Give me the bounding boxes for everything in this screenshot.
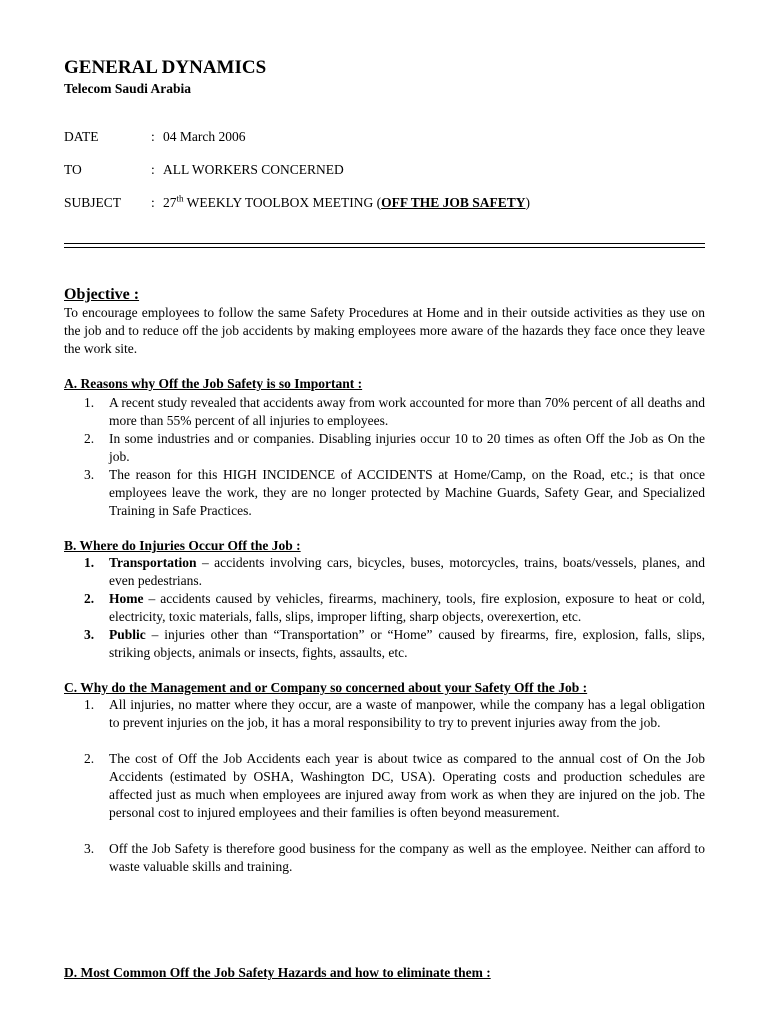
list-desc: – accidents involving cars, bicycles, buses, motorcycles, trains, boats/vessels, planes, and even pedestrians. bbox=[109, 555, 705, 588]
divider-top bbox=[64, 243, 705, 244]
list-item bbox=[64, 750, 705, 822]
list-number: 3. bbox=[84, 467, 95, 482]
list-number: 1. bbox=[84, 395, 95, 410]
subject-text: WEEKLY TOOLBOX MEETING ( bbox=[183, 195, 382, 210]
list-text bbox=[109, 590, 705, 626]
section-c-heading: C. Why do the Management and or Company so concerned about your Safety Off the Job : bbox=[64, 680, 588, 695]
list-desc: – accidents caused by vehicles, firearms, machinery, tools, fire explosion, exposure to heat or cold, electricity, toxic materials, falls, slips, improper lifting, sharp objects, overexertion, etc. bbox=[109, 591, 705, 624]
date-value: 04 March 2006 bbox=[163, 129, 246, 144]
list-item bbox=[64, 394, 705, 430]
date-label: DATE bbox=[64, 129, 99, 144]
list-text: Off the Job Safety is therefore good business for the company as well as the employee. Neither can afford to waste valuable skills and training. bbox=[109, 841, 705, 874]
to-value: ALL WORKERS CONCERNED bbox=[163, 162, 344, 177]
list-term: Public bbox=[109, 627, 146, 642]
list-item bbox=[64, 840, 705, 876]
list-number: 1. bbox=[84, 697, 95, 712]
list-text: In some industries and or companies. Disabling injuries occur 10 to 20 times as often Off the Job as On the job. bbox=[109, 431, 705, 464]
subject-number: 27 bbox=[163, 195, 177, 210]
list-text: A recent study revealed that accidents away from work accounted for more than 70% percent of all deaths and more than 55% percent of all injuries to employees. bbox=[109, 395, 705, 428]
objective-heading: Objective : bbox=[64, 286, 140, 303]
subject-label: SUBJECT bbox=[64, 195, 122, 210]
company-division: Telecom Saudi Arabia bbox=[64, 81, 192, 96]
list-item bbox=[64, 590, 705, 626]
section-d-heading: D. Most Common Off the Job Safety Hazards and how to eliminate them : bbox=[64, 965, 491, 980]
subject-value bbox=[163, 195, 530, 211]
company-name: GENERAL DYNAMICS bbox=[64, 57, 267, 78]
divider-bottom bbox=[64, 247, 705, 248]
list-term: Home bbox=[109, 591, 144, 606]
list-desc: – injuries other than “Transportation” or “Home” caused by firearms, fire, explosion, falls, slips, striking objects, animals or insects, fights, assaults, etc. bbox=[109, 627, 705, 660]
list-item bbox=[64, 626, 705, 662]
objective-text: To encourage employees to follow the same Safety Procedures at Home and in their outside activities as they use on the job and to reduce off the job accidents by making employees more aware of the hazards they face once they leave the work site. bbox=[64, 305, 705, 356]
section-b-heading: B. Where do Injuries Occur Off the Job : bbox=[64, 538, 301, 553]
to-colon: : bbox=[151, 162, 155, 177]
list-term: Transportation bbox=[109, 555, 197, 570]
list-text bbox=[109, 554, 705, 590]
section-a-heading: A. Reasons why Off the Job Safety is so Important : bbox=[64, 376, 363, 391]
date-colon: : bbox=[151, 129, 155, 144]
list-text bbox=[109, 626, 705, 662]
subject-colon: : bbox=[151, 195, 155, 210]
list-number: 1. bbox=[84, 555, 95, 570]
list-number: 2. bbox=[84, 751, 95, 766]
subject-close: ) bbox=[525, 195, 531, 210]
list-text: The reason for this HIGH INCIDENCE of ACCIDENTS at Home/Camp, on the Road, etc.; is that once employees leave the work, they are no longer protected by Machine Guards, Safety Gear, and Specialized Training in Safe Practices. bbox=[109, 467, 705, 518]
list-item bbox=[64, 696, 705, 732]
list-item bbox=[64, 466, 705, 520]
list-number: 3. bbox=[84, 627, 95, 642]
list-number: 2. bbox=[84, 431, 95, 446]
subject-topic: OFF THE JOB SAFETY bbox=[381, 195, 526, 210]
list-number: 2. bbox=[84, 591, 95, 606]
list-number: 3. bbox=[84, 841, 95, 856]
list-text: The cost of Off the Job Accidents each year is about twice as compared to the annual cost of On the Job Accidents (estimated by OSHA, Washington DC, USA). Operating costs and production schedules are affected just as much when employees are injured away from work as when they are injured on the job. The personal cost to injured employees and their families is often beyond measurement. bbox=[109, 751, 705, 820]
to-label: TO bbox=[64, 162, 82, 177]
subject-ordinal: th bbox=[176, 193, 184, 204]
list-text: All injuries, no matter where they occur, are a waste of manpower, while the company has a legal obligation to prevent injuries on the job, it has a moral responsibility to try to prevent injuries away from the job. bbox=[109, 697, 705, 730]
list-item bbox=[64, 554, 705, 590]
list-item bbox=[64, 430, 705, 466]
